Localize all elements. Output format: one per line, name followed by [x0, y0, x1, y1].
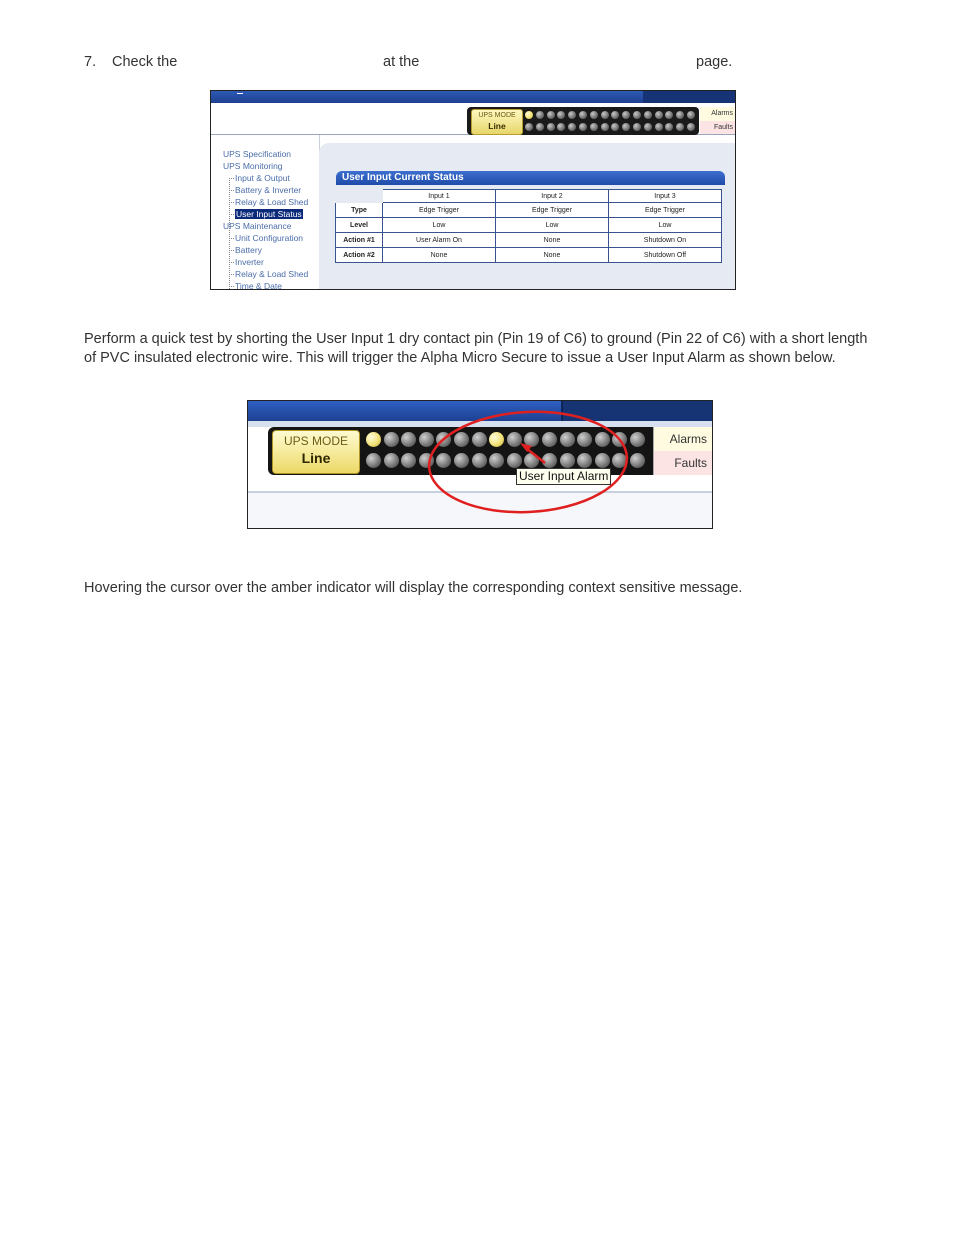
alarm-led-icon[interactable]	[525, 111, 533, 119]
alarm-led-icon[interactable]	[601, 111, 609, 119]
alarm-led-icon[interactable]	[687, 111, 695, 119]
row-label: Type	[336, 203, 383, 218]
fault-led-icon[interactable]	[687, 123, 695, 131]
title-bar	[211, 91, 735, 103]
ups-mode-indicator	[471, 109, 523, 135]
table-cell: Low	[609, 218, 722, 233]
faults-label: Faults	[700, 121, 735, 134]
table-cell: Low	[383, 218, 496, 233]
fault-led-icon[interactable]	[579, 123, 587, 131]
table-row	[336, 248, 722, 263]
highlight-annotation	[248, 401, 712, 528]
paragraph-quick-test: Perform a quick test by shorting the User Input 1 dry contact pin (Pin 19 of C6) to ground (Pin 22 of C6) with a short length of PVC insulated electronic wire. This will trigger the Alpha Micro Secure to issue a User Input Alarm as shown below.	[84, 331, 868, 366]
alarm-led-icon[interactable]	[536, 111, 544, 119]
table-cell: Edge Trigger	[609, 203, 722, 218]
tooltip-user-input-alarm: User Input Alarm	[516, 468, 611, 485]
table-cell: Shutdown On	[609, 233, 722, 248]
step-7	[84, 53, 844, 73]
user-input-status-table	[335, 189, 722, 263]
column-header: Input 1	[383, 190, 496, 203]
alarm-led-icon[interactable]	[633, 111, 641, 119]
nav-input-output[interactable]: Input & Output	[225, 172, 290, 184]
screenshot-user-input-status	[210, 90, 736, 290]
table-cell: Edge Trigger	[383, 203, 496, 218]
alarm-led-icon[interactable]	[655, 111, 663, 119]
fault-led-icon[interactable]	[525, 123, 533, 131]
fault-led-icon[interactable]	[536, 123, 544, 131]
nav-ups-monitoring[interactable]: UPS Monitoring	[223, 161, 283, 171]
alarms-label: Alarms	[700, 107, 735, 121]
table-cell: None	[383, 248, 496, 263]
nav-user-input-status-label: User Input Status	[236, 209, 302, 219]
nav-relay-load-shed[interactable]: Relay & Load Shed	[225, 196, 308, 208]
table-cell: Edge Trigger	[496, 203, 609, 218]
nav-battery-inverter[interactable]: Battery & Inverter	[225, 184, 301, 196]
ups-mode-value: Line	[488, 121, 506, 131]
row-label: Level	[336, 218, 383, 233]
row-label: Action #2	[336, 248, 383, 263]
ups-mode-label: UPS MODE	[283, 434, 348, 448]
row-label: Action #1	[336, 233, 383, 248]
nav-battery[interactable]: Battery	[225, 244, 262, 256]
step-number: 7.	[84, 54, 97, 70]
nav-user-input-status[interactable]	[225, 208, 303, 220]
panel-title: User Input Current Status	[336, 171, 725, 185]
step-text-1: Check the	[112, 54, 178, 70]
step-text-3: page.	[696, 54, 733, 70]
table-header-row	[336, 190, 722, 203]
table-cell: None	[496, 248, 609, 263]
nav-relay-load-shed-2[interactable]: Relay & Load Shed	[225, 268, 308, 280]
table-cell: Low	[496, 218, 609, 233]
table-row	[336, 203, 722, 218]
fault-led-icon[interactable]	[601, 123, 609, 131]
ups-mode-value: Line	[301, 450, 331, 466]
nav-time-date[interactable]: Time & Date	[225, 280, 282, 290]
nav-ups-specification[interactable]: UPS Specification	[223, 149, 292, 159]
fault-led-icon[interactable]	[547, 123, 555, 131]
fault-led-icon[interactable]	[655, 123, 663, 131]
table-row	[336, 233, 722, 248]
screenshot-user-input-alarm	[247, 400, 713, 529]
pointer-arrow	[526, 448, 545, 463]
table-cell: User Alarm On	[383, 233, 496, 248]
alarm-led-icon[interactable]	[644, 111, 652, 119]
paragraph-hover: Hovering the cursor over the amber indicator will display the corresponding context sensitive message.	[84, 580, 743, 596]
ups-mode-label: UPS MODE	[478, 112, 516, 119]
alarms-label: Alarms	[653, 427, 712, 451]
highlight-circle	[427, 407, 630, 517]
alarm-led-icon[interactable]	[579, 111, 587, 119]
step-text-2: at the	[383, 54, 420, 70]
fault-led-icon[interactable]	[590, 123, 598, 131]
nav-inverter[interactable]: Inverter	[225, 256, 264, 268]
nav-unit-configuration[interactable]: Unit Configuration	[225, 232, 303, 244]
alarm-led-icon[interactable]	[547, 111, 555, 119]
table-row	[336, 218, 722, 233]
column-header: Input 3	[609, 190, 722, 203]
fault-led-icon[interactable]	[644, 123, 652, 131]
column-header: Input 2	[496, 190, 609, 203]
fault-led-icon[interactable]	[633, 123, 641, 131]
alarm-led-icon[interactable]	[590, 111, 598, 119]
table-cell: None	[496, 233, 609, 248]
table-cell: Shutdown Off	[609, 248, 722, 263]
faults-label: Faults	[653, 451, 712, 475]
nav-ups-maintenance[interactable]: UPS Maintenance	[223, 221, 292, 231]
